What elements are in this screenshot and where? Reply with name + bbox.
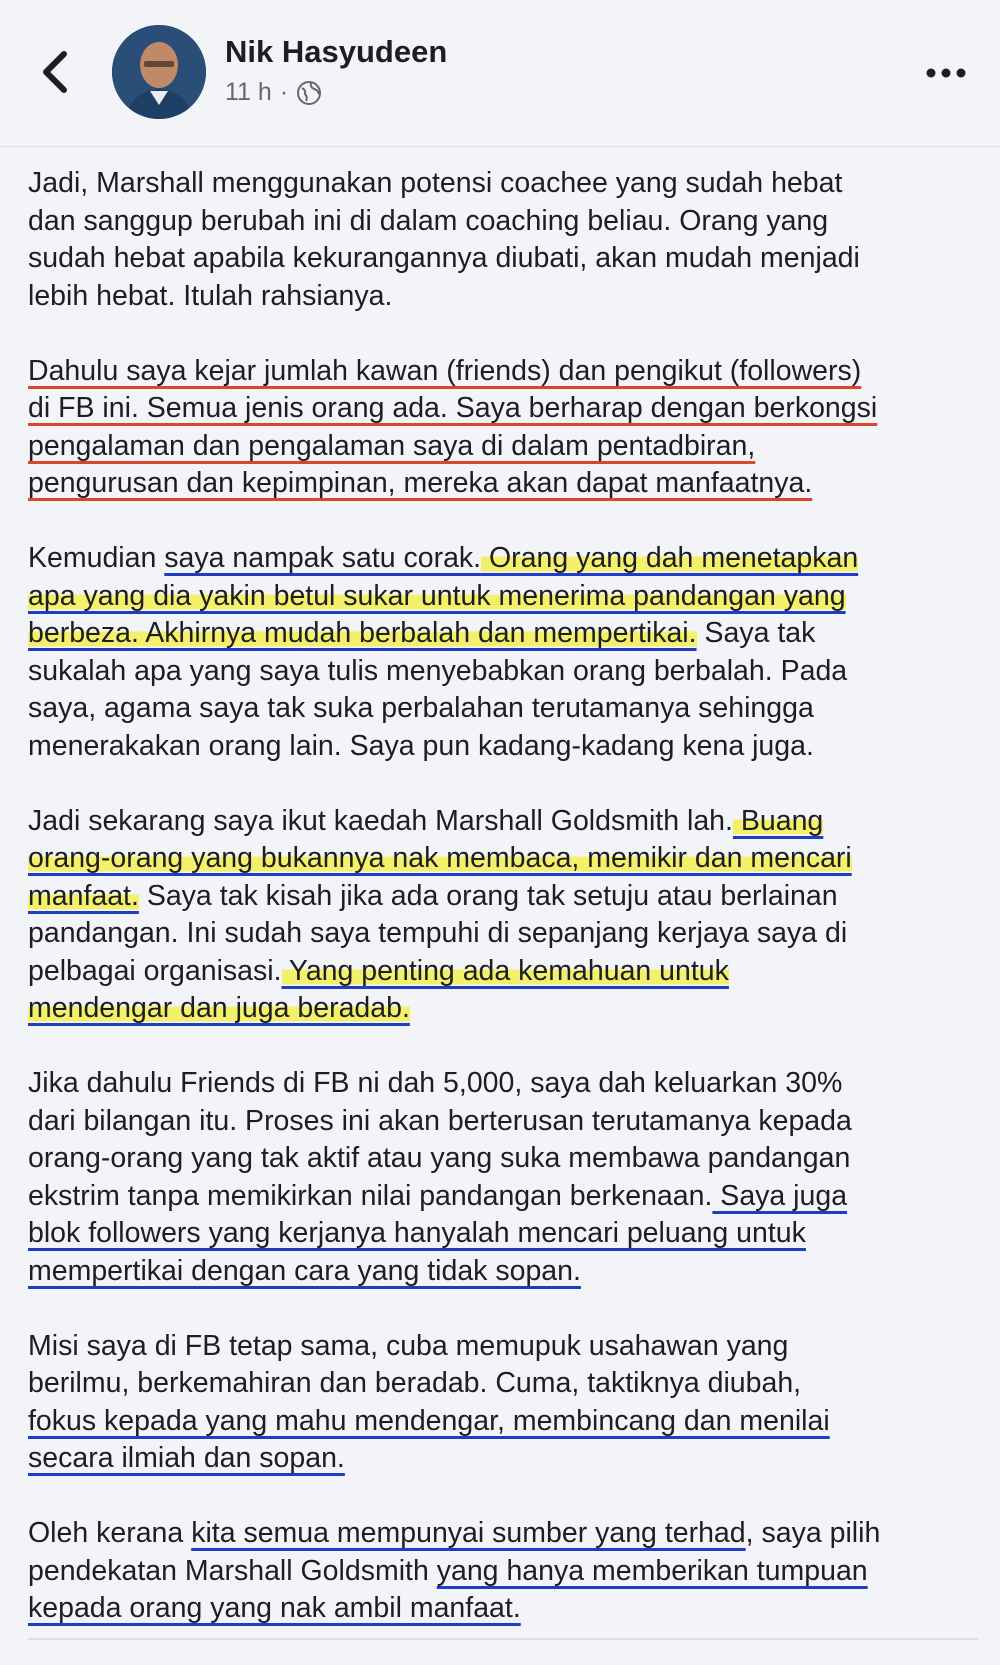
text-segment: Oleh kerana (28, 1517, 192, 1549)
underlined-text: saya nampak satu corak. (164, 542, 482, 574)
post-body (28, 165, 978, 1665)
underlined-text: Dahulu saya kejar jumlah kawan (friends) dan pengikut (followers) (28, 354, 862, 387)
text-line: Misi saya di FB tetap sama, cuba memupuk usahawan yang (28, 1329, 789, 1362)
underlined-text: mempertikai dengan cara yang tidak sopan. (28, 1254, 581, 1287)
paragraph-6 (28, 1328, 978, 1478)
highlighted-text: berbeza. Akhirnya mudah berbalah dan mempertikai. (28, 617, 697, 649)
text-line: sukalah apa yang saya tulis menyebabkan orang berbalah. Pada (28, 654, 848, 687)
divider (28, 1638, 978, 1640)
highlighted-text: Orang yang dah menetapkan (481, 542, 859, 574)
highlighted-text: manfaat. (28, 879, 139, 912)
text-line: dari bilangan itu. Proses ini akan berterusan terutamanya kepada (28, 1104, 852, 1137)
text-segment: Jadi sekarang saya ikut kaedah Marshall Goldsmith lah. (28, 804, 733, 837)
underlined-text: pengurusan dan kepimpinan, mereka akan dapat manfaatnya. (28, 467, 813, 499)
highlighted-text: orang-orang yang bukannya nak membaca, memikir dan mencari (28, 842, 852, 874)
paragraph-5 (28, 1065, 978, 1290)
post-time[interactable]: 11 h (225, 78, 272, 106)
underlined-text: Saya juga (712, 1179, 848, 1212)
text-line: orang-orang yang tak aktif atau yang suka membawa pandangan (28, 1142, 851, 1174)
more-dots-icon (926, 68, 966, 78)
paragraph-2 (28, 353, 978, 503)
text-segment: pendekatan Marshall Goldsmith (28, 1554, 437, 1587)
text-segment: Kemudian (28, 542, 165, 574)
post-meta (225, 78, 322, 107)
paragraph-7 (28, 1515, 978, 1628)
text-line: menerakakan orang lain. Saya pun kadang-kadang kena juga. (28, 729, 814, 762)
author-name[interactable]: Nik Hasyudeen (225, 34, 448, 69)
underlined-text: kita semua mempunyai sumber yang terhad (191, 1517, 746, 1549)
text-segment: Saya tak kisah jika ada orang tak setuju atau berlainan (138, 879, 838, 912)
text-line: saya, agama saya tak suka perbalahan terutamanya sehingga (28, 692, 814, 724)
text-segment: Saya tak (696, 617, 816, 649)
paragraph-4 (28, 803, 978, 1028)
post-header (0, 0, 1000, 147)
chevron-left-icon (40, 50, 70, 94)
underlined-text: yang hanya memberikan tumpuan (436, 1554, 868, 1587)
underlined-text: fokus kepada yang mahu mendengar, membincang dan menilai (28, 1404, 830, 1437)
text-segment: ekstrim tanpa memikirkan nilai pandangan berkenaan. (28, 1179, 713, 1212)
highlighted-text: Buang (732, 804, 824, 837)
highlighted-text: apa yang dia yakin betul sukar untuk menerima pandangan yang (28, 579, 846, 612)
underlined-text: kepada orang yang nak ambil manfaat. (28, 1592, 521, 1624)
text-line: berilmu, berkemahiran dan beradab. Cuma, taktiknya diubah, (28, 1367, 802, 1399)
text-segment: pelbagai organisasi. (28, 954, 282, 987)
text-line: dan sanggup berubah ini di dalam coaching beliau. Orang yang (28, 204, 829, 237)
paragraph-1 (28, 165, 978, 315)
highlighted-text: mendengar dan juga beradab. (28, 992, 410, 1024)
text-line: pandangan. Ini sudah saya tempuhi di sepanjang kerjaya saya di (28, 917, 848, 949)
underlined-text: secara ilmiah dan sopan. (28, 1442, 345, 1474)
more-options-button[interactable] (918, 55, 974, 91)
underlined-text: pengalaman dan pengalaman saya di dalam pentadbiran, (28, 429, 756, 462)
text-line: lebih hebat. Itulah rahsianya. (28, 279, 393, 312)
text-line: sudah hebat apabila kekurangannya diubati, akan mudah menjadi (28, 242, 860, 274)
paragraph-3 (28, 540, 978, 765)
avatar-portrait (112, 25, 206, 119)
text-line: Jika dahulu Friends di FB ni dah 5,000, saya dah keluarkan 30% (28, 1067, 843, 1099)
highlighted-text: Yang penting ada kemahuan untuk (281, 954, 729, 987)
text-line: Jadi, Marshall menggunakan potensi coachee yang sudah hebat (28, 167, 843, 199)
avatar[interactable] (112, 25, 206, 119)
back-button[interactable] (30, 42, 80, 102)
text-segment: , saya pilih (745, 1517, 881, 1549)
underlined-text: blok followers yang kerjanya hanyalah mencari peluang untuk (28, 1217, 806, 1249)
meta-separator: · (279, 78, 289, 106)
globe-icon (296, 80, 322, 106)
underlined-text: di FB ini. Semua jenis orang ada. Saya berharap dengan berkongsi (28, 392, 878, 424)
